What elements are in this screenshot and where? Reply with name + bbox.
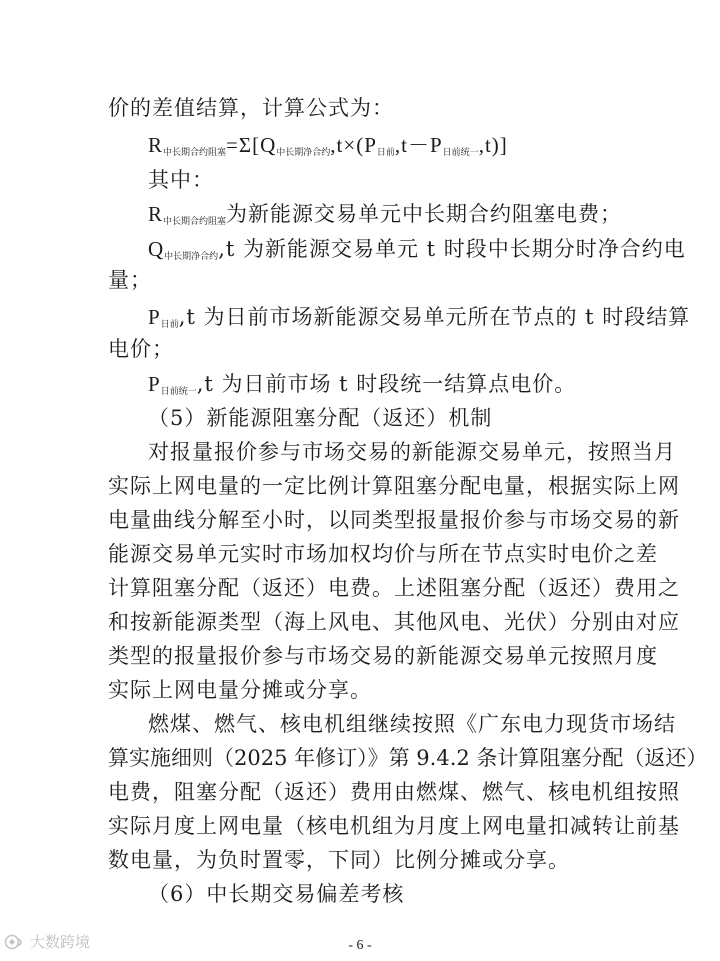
paragraph-line: 实际上网电量分摊或分享。 bbox=[108, 678, 372, 702]
formula-end: ,t)] bbox=[478, 133, 508, 157]
paragraph-line: 实际月度上网电量（核电机组为月度上网电量扣减转让前基 bbox=[108, 814, 680, 838]
definition-line bbox=[148, 369, 576, 404]
symbol-p-subscript: 日前统一 bbox=[160, 387, 197, 397]
paragraph-line: 量； bbox=[108, 268, 152, 292]
formula-mid: ,t×(P bbox=[330, 133, 377, 157]
formula-r: R bbox=[148, 133, 164, 157]
symbol-q: Q bbox=[148, 237, 165, 261]
paragraph-line: 对报量报价参与市场交易的新能源交易单元，按照当月 bbox=[148, 440, 676, 464]
paragraph-line: 价的差值结算，计算公式为： bbox=[108, 96, 394, 120]
paragraph-line: 其中： bbox=[148, 168, 214, 192]
paragraph-line: 数电量，为负时置零，下同）比例分摊或分享。 bbox=[108, 848, 570, 872]
paragraph-line: 电价； bbox=[108, 337, 174, 361]
section-heading: （6）中长期交易偏差考核 bbox=[148, 882, 405, 906]
formula-minus: ,t－P bbox=[394, 133, 443, 157]
formula bbox=[148, 130, 508, 164]
formula-p2-subscript: 日前统一 bbox=[442, 147, 479, 157]
paragraph-line: 类型的报量报价参与市场交易的新能源交易单元按照月度 bbox=[108, 644, 658, 668]
paragraph-line: 计算阻塞分配（返还）电费。上述阻塞分配（返还）费用之 bbox=[108, 576, 680, 600]
formula-q-subscript: 中长期净合约 bbox=[276, 147, 331, 157]
formula-r-subscript: 中长期合约阻塞 bbox=[163, 147, 227, 157]
page-number: - 6 - bbox=[348, 938, 372, 953]
definition-text: ,t 为新能源交易单元 t 时段中长期分时净合约电 bbox=[218, 237, 686, 261]
definition-text: ,t 为日前市场新能源交易单元所在节点的 t 时段结算 bbox=[178, 305, 691, 329]
symbol-q-subscript: 中长期净合约 bbox=[164, 252, 219, 262]
definition-text: 为新能源交易单元中长期合约阻塞电费； bbox=[226, 202, 623, 226]
paragraph-line: 电量曲线分解至小时，以同类型报量报价参与市场交易的新 bbox=[108, 508, 680, 532]
symbol-p-subscript: 日前 bbox=[160, 320, 179, 330]
paragraph-line: 电费，阻塞分配（返还）费用由燃煤、燃气、核电机组按照 bbox=[108, 780, 680, 804]
paragraph-line: 能源交易单元实时市场加权均价与所在节点实时电价之差 bbox=[108, 542, 658, 566]
symbol-r: R bbox=[148, 202, 164, 226]
watermark-text: 大数跨境 bbox=[30, 933, 91, 951]
definition-text: ,t 为日前市场 t 时段统一结算点电价。 bbox=[196, 372, 577, 396]
definition-line bbox=[148, 199, 622, 234]
symbol-r-subscript: 中长期合约阻塞 bbox=[163, 217, 227, 227]
formula-eq: =Σ[Q bbox=[226, 133, 277, 157]
formula-p-subscript: 日前 bbox=[376, 147, 395, 157]
paragraph-line: 燃煤、燃气、核电机组继续按照《广东电力现货市场结 bbox=[148, 712, 676, 736]
definition-line bbox=[148, 234, 686, 269]
symbol-p: P bbox=[148, 305, 161, 329]
paragraph-line: 实际上网电量的一定比例计算阻塞分配电量，根据实际上网 bbox=[108, 474, 680, 498]
paragraph-line: 和按新能源类型（海上风电、其他风电、光伏）分别由对应 bbox=[108, 610, 680, 634]
definition-line bbox=[148, 302, 690, 337]
paragraph-line: 算实施细则（2025 年修订）》第 9.4.2 条计算阻塞分配（返还） bbox=[108, 746, 708, 770]
section-heading: （5）新能源阻塞分配（返还）机制 bbox=[148, 406, 493, 430]
symbol-p: P bbox=[148, 372, 161, 396]
